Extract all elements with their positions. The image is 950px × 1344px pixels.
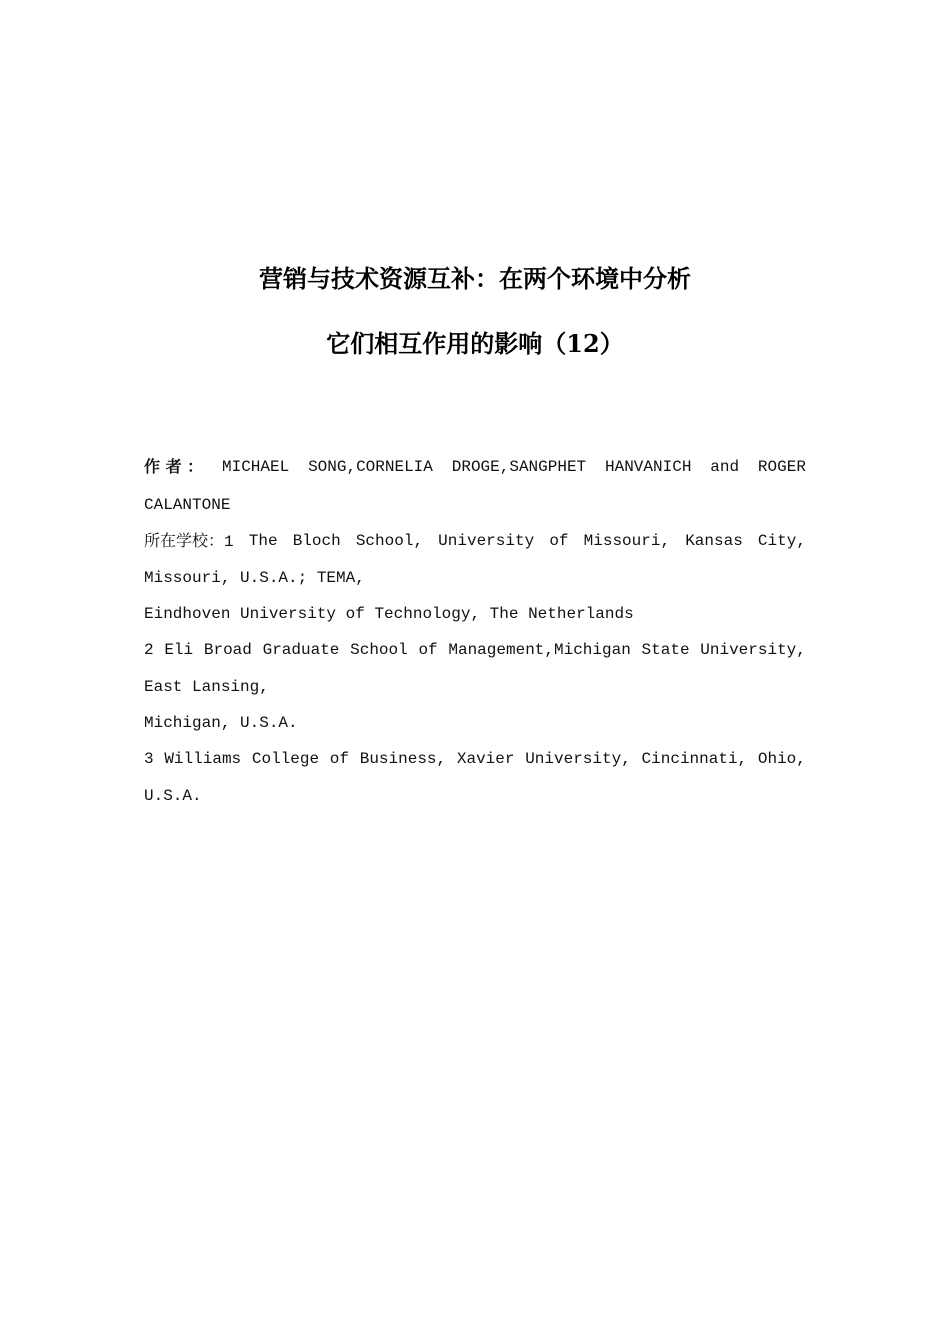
affiliation-word: Eli bbox=[164, 641, 194, 659]
affiliation-3-line-2: U.S.A. bbox=[144, 787, 202, 805]
affiliation-word: University bbox=[438, 532, 535, 550]
affiliation-word: Missouri, bbox=[583, 532, 671, 550]
affiliation-word: City, bbox=[757, 532, 806, 550]
affiliation-2-line-2: East Lansing, bbox=[144, 678, 269, 696]
author-word: MICHAEL bbox=[222, 458, 290, 476]
affiliation-word: Xavier bbox=[456, 750, 515, 768]
affiliation-word: Williams bbox=[164, 750, 242, 768]
affiliation-word: Broad bbox=[203, 641, 252, 659]
affiliation-word: College bbox=[251, 750, 320, 768]
affiliation-word: 3 bbox=[144, 750, 154, 768]
document-title-line-2: 它们相互作用的影响（12） bbox=[326, 329, 624, 358]
authors-line-2: CALANTONE bbox=[144, 496, 231, 514]
author-word: SONG,CORNELIA bbox=[308, 458, 433, 476]
affiliation-word: Business, bbox=[359, 750, 447, 768]
affiliation-3-line-1 bbox=[144, 748, 806, 770]
affiliation-word: Bloch bbox=[292, 532, 341, 550]
affiliation-word: School bbox=[350, 641, 408, 659]
affiliation-2-line-3: Michigan, U.S.A. bbox=[144, 714, 298, 732]
author-word: HANVANICH bbox=[605, 458, 692, 476]
affiliation-word: Management,Michigan bbox=[448, 641, 631, 659]
affiliation-word: 2 bbox=[144, 641, 154, 659]
affiliation-word: University, bbox=[525, 750, 631, 768]
authors-label: 作 者 ： bbox=[144, 457, 204, 476]
affiliation-word: School, bbox=[355, 532, 424, 550]
author-word: ROGER bbox=[757, 458, 806, 476]
affiliation-word: State bbox=[641, 641, 690, 659]
affiliation-word: Graduate bbox=[262, 641, 340, 659]
author-word: and bbox=[710, 458, 740, 476]
affiliation-word: University, bbox=[700, 641, 806, 659]
affiliation-word: Cincinnati, bbox=[641, 750, 748, 768]
author-word: DROGE,SANGPHET bbox=[451, 458, 587, 476]
affiliation-word: The bbox=[248, 532, 278, 550]
affiliation-1-line-3: Eindhoven University of Technology, The Netherlands bbox=[144, 605, 634, 623]
affiliation-word: Kansas bbox=[685, 532, 743, 550]
affiliation-word: 1 bbox=[224, 533, 234, 551]
affiliation-word: of bbox=[418, 641, 438, 659]
school-label: 所在学校： bbox=[144, 531, 225, 550]
affiliation-word: of bbox=[329, 750, 349, 768]
authors-line-1 bbox=[144, 456, 806, 478]
document-title-line-1: 营销与技术资源互补：在两个环境中分析 bbox=[259, 264, 691, 293]
affiliation-word: of bbox=[549, 532, 569, 550]
affiliation-1-line-2: Missouri, U.S.A.; TEMA, bbox=[144, 569, 365, 587]
affiliation-1-line-1 bbox=[144, 530, 806, 553]
affiliation-2-line-1 bbox=[144, 639, 806, 661]
affiliation-word: Ohio, bbox=[757, 750, 806, 768]
